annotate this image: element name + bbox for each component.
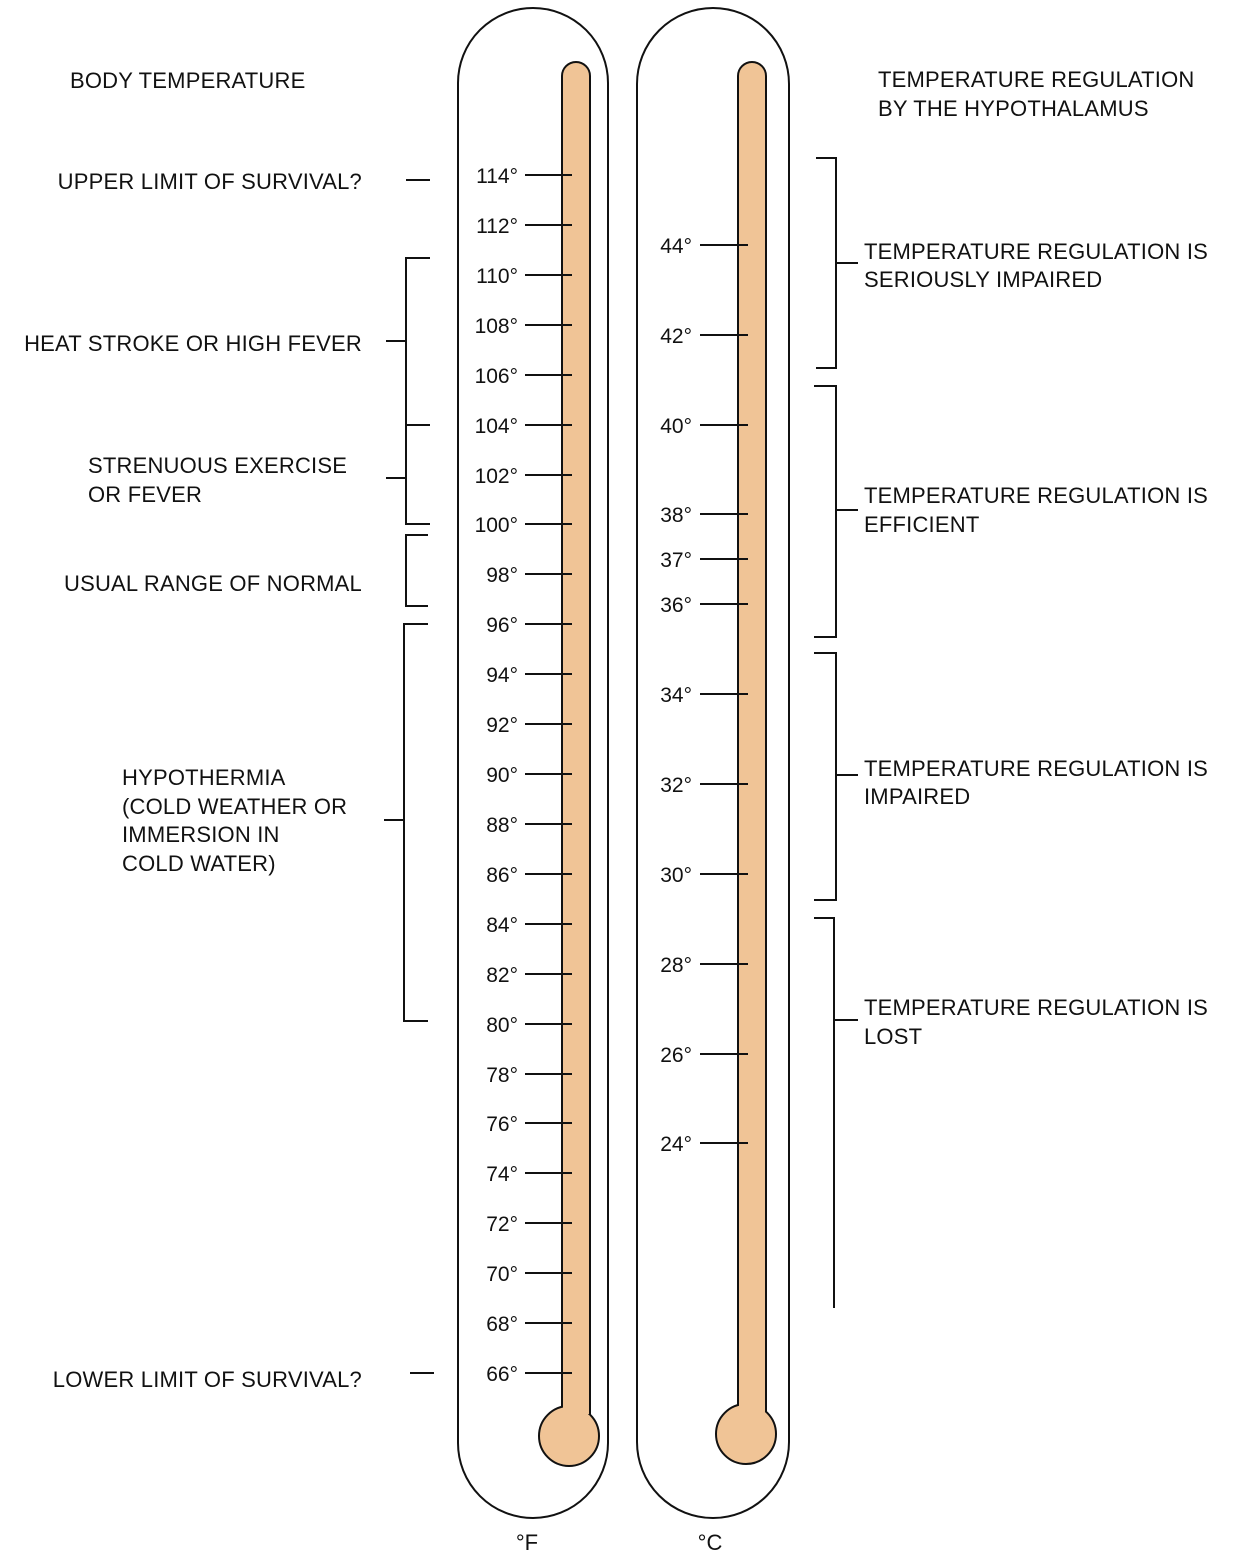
fahrenheit-tick-label: 78° (486, 1064, 518, 1087)
fahrenheit-tick-label: 70° (486, 1263, 518, 1286)
strenuous-label-line1: STRENUOUS EXERCISE (88, 453, 348, 478)
celsius-tick-label: 42° (660, 325, 692, 348)
celsius-tick-label: 37° (660, 549, 692, 572)
upper-limit-label: UPPER LIMIT OF SURVIVAL? (57, 169, 362, 194)
normal-range-bracket (406, 535, 428, 606)
efficient-bracket (814, 386, 858, 637)
lost-line2: LOST (864, 1024, 923, 1049)
fahrenheit-tick-label: 100° (474, 514, 518, 537)
fahrenheit-tick-label: 76° (486, 1113, 518, 1136)
fahrenheit-tick-label: 74° (486, 1163, 518, 1186)
fahrenheit-tick-label: 68° (486, 1313, 518, 1336)
efficient-line2: EFFICIENT (864, 512, 980, 537)
fahrenheit-tick-label: 92° (486, 714, 518, 737)
fahrenheit-tick-label: 72° (486, 1213, 518, 1236)
fahrenheit-tick-label: 96° (486, 614, 518, 637)
fahrenheit-tick-label: 98° (486, 564, 518, 587)
celsius-tick-label: 30° (660, 864, 692, 887)
celsius-bulb-joint (739, 1398, 765, 1412)
lower-limit-label: LOWER LIMIT OF SURVIVAL? (52, 1367, 362, 1392)
hypothermia-label-line3: IMMERSION IN (122, 822, 280, 847)
fahrenheit-tick-label: 106° (474, 365, 518, 388)
seriously-impaired-line1: TEMPERATURE REGULATION IS (864, 239, 1209, 264)
fahrenheit-tick-label: 66° (486, 1363, 518, 1386)
celsius-tick-label: 36° (660, 594, 692, 617)
fahrenheit-tick-label: 110° (476, 265, 518, 288)
hypothermia-label-line4: COLD WATER) (122, 851, 276, 876)
heat-stroke-bracket (386, 258, 430, 524)
celsius-tick-label: 40° (660, 415, 692, 438)
strenuous-label-line2: OR FEVER (88, 482, 203, 507)
celsius-thermometer (637, 8, 789, 1518)
fahrenheit-mercury-column (562, 62, 590, 1432)
normal-range-label: USUAL RANGE OF NORMAL (64, 571, 362, 596)
celsius-tick-label: 34° (660, 684, 692, 707)
fahrenheit-thermometer (458, 8, 608, 1518)
efficient-line1: TEMPERATURE REGULATION IS (864, 483, 1209, 508)
fahrenheit-tick-label: 84° (486, 914, 518, 937)
fahrenheit-tick-label: 90° (486, 764, 518, 787)
celsius-mercury-column (738, 62, 766, 1432)
impaired-bracket (814, 653, 858, 900)
celsius-tick-label: 24° (660, 1133, 692, 1156)
celsius-tick-label: 32° (660, 774, 692, 797)
seriously-impaired-bracket (816, 158, 858, 368)
fahrenheit-tick-label: 112° (476, 215, 518, 238)
fahrenheit-scale (475, 165, 572, 1386)
fahrenheit-tick-label: 104° (474, 415, 518, 438)
left-annotations (24, 169, 434, 1392)
fahrenheit-tick-label: 82° (486, 964, 518, 987)
fahrenheit-mercury-bulb (539, 1406, 599, 1466)
hypothermia-label-line2: (COLD WEATHER OR (122, 794, 348, 819)
lost-line1: TEMPERATURE REGULATION IS (864, 995, 1209, 1020)
impaired-line2: IMPAIRED (864, 784, 971, 809)
celsius-tick-label: 26° (660, 1044, 692, 1067)
fahrenheit-tick-label: 102° (474, 465, 518, 488)
lost-bracket (814, 918, 858, 1308)
celsius-tick-label: 44° (660, 235, 692, 258)
celsius-scale (660, 235, 748, 1156)
hypothermia-bracket (384, 624, 428, 1021)
fahrenheit-tick-label: 88° (486, 814, 518, 837)
hypothermia-label-line1: HYPOTHERMIA (122, 765, 286, 790)
celsius-mercury-bulb (716, 1404, 776, 1464)
celsius-tick-label: 38° (660, 504, 692, 527)
left-title: BODY TEMPERATURE (70, 68, 306, 93)
impaired-line1: TEMPERATURE REGULATION IS (864, 756, 1209, 781)
seriously-impaired-line2: SERIOUSLY IMPAIRED (864, 267, 1103, 292)
heat-stroke-label: HEAT STROKE OR HIGH FEVER (24, 331, 362, 356)
celsius-tick-label: 28° (660, 954, 692, 977)
fahrenheit-tick-label: 114° (476, 165, 518, 188)
fahrenheit-tick-label: 94° (486, 664, 518, 687)
celsius-unit-label: °C (697, 1530, 723, 1555)
fahrenheit-tick-label: 80° (486, 1014, 518, 1037)
fahrenheit-bulb-joint (563, 1400, 589, 1414)
right-title-line1: TEMPERATURE REGULATION (878, 67, 1195, 92)
right-title-line2: BY THE HYPOTHALAMUS (878, 96, 1149, 121)
right-annotations (814, 158, 1208, 1308)
fahrenheit-tick-label: 108° (474, 315, 518, 338)
fahrenheit-tick-label: 86° (486, 864, 518, 887)
fahrenheit-unit-label: °F (515, 1530, 539, 1555)
